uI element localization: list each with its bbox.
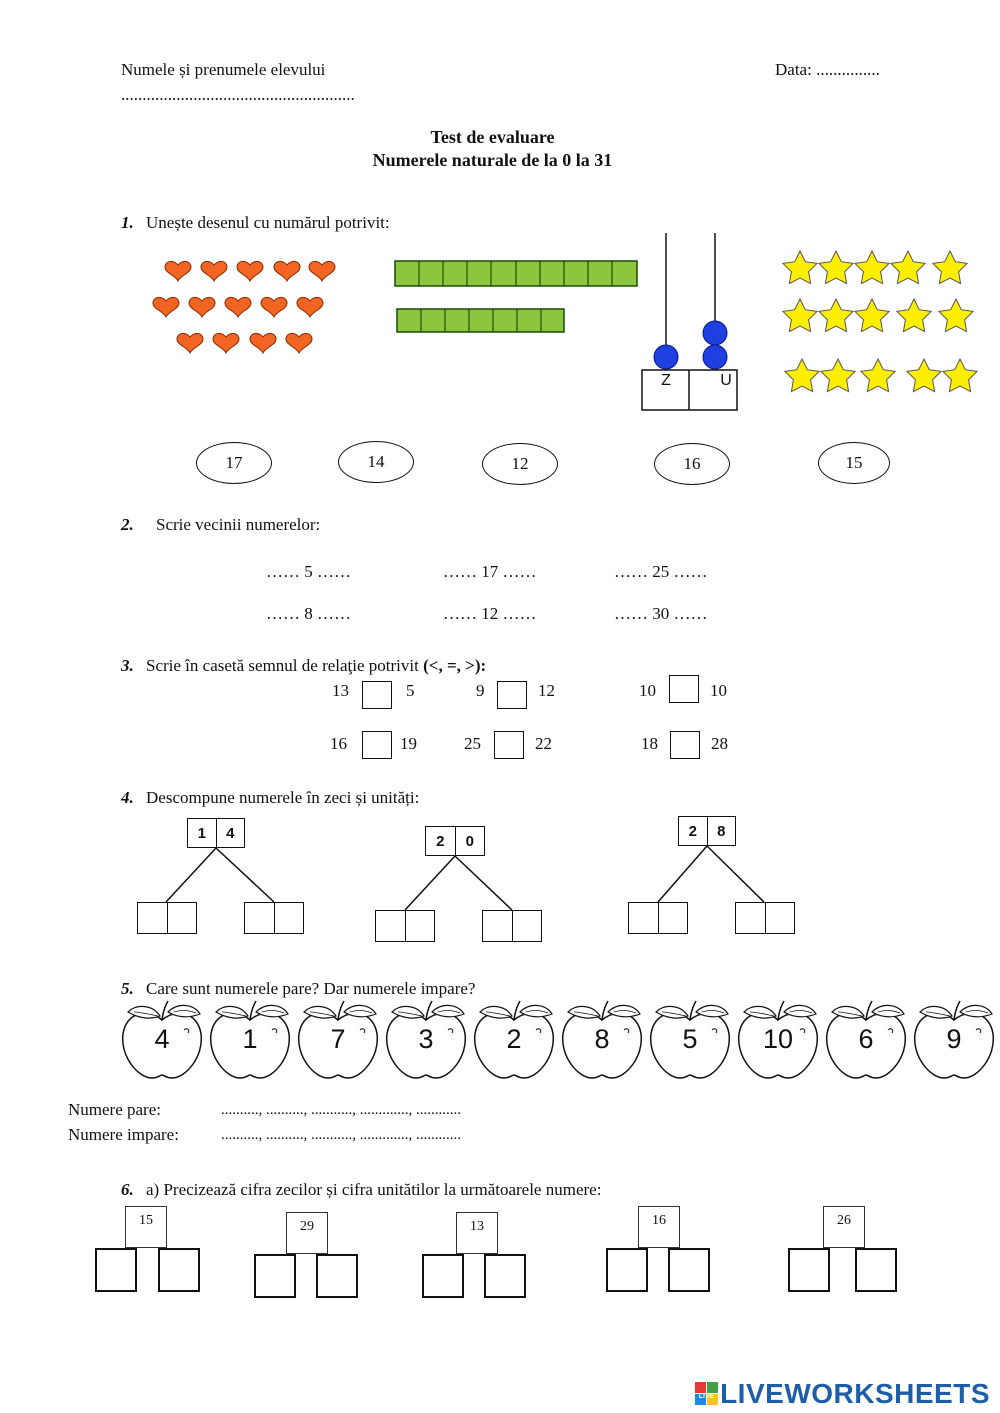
units-digit: 4	[216, 819, 245, 847]
apple-number: 6	[858, 1024, 874, 1054]
units-digit: 0	[455, 827, 485, 855]
compare-right: 12	[538, 681, 555, 700]
q2-number: 2.	[121, 515, 134, 534]
q5-instruction: Care sunt numerele pare? Dar numerele impare?	[146, 979, 476, 998]
units-answer-box[interactable]	[244, 902, 304, 934]
sign-box[interactable]	[362, 731, 392, 759]
q2-instruction: Scrie vecinii numerelor:	[156, 515, 321, 534]
compare-left: 10	[639, 681, 656, 700]
student-name-dots: .......................................................	[121, 85, 355, 104]
student-name-label: Numele și prenumele elevului	[121, 60, 326, 79]
units-digit: 8	[707, 817, 736, 845]
tens-digit-box[interactable]	[606, 1248, 648, 1292]
apple-number: 1	[242, 1024, 258, 1054]
q1-drawings	[0, 225, 1000, 425]
apple-number: 8	[594, 1024, 610, 1054]
number-box: 29	[286, 1212, 328, 1254]
tens-digit-box[interactable]	[788, 1248, 830, 1292]
neighbor-item[interactable]: …… 8 ……	[266, 604, 351, 623]
compare-right: 28	[711, 734, 728, 753]
sign-box[interactable]	[497, 681, 527, 709]
q6-instruction: a) Precizează cifra zecilor și cifra unitătilor la următoarele numere:	[146, 1180, 602, 1199]
number-box: 13	[456, 1212, 498, 1254]
stars-group	[783, 251, 977, 392]
test-subtitle: Numerele naturale de la 0 la 31	[372, 150, 613, 170]
logo-badge-text: LIVE	[698, 1393, 715, 1400]
abacus-units-label: U	[720, 372, 732, 389]
decompose-number	[425, 826, 485, 856]
units-answer-box[interactable]	[482, 910, 542, 942]
compare-left: 13	[332, 681, 349, 700]
apple-number: 7	[330, 1024, 346, 1054]
apple-number: 3	[418, 1024, 434, 1054]
units-digit-box[interactable]	[316, 1254, 358, 1298]
compare-left: 9	[476, 681, 485, 700]
apple[interactable]	[382, 998, 470, 1080]
q3-signs: (<, =, >):	[423, 656, 487, 675]
tens-digit-box[interactable]	[422, 1254, 464, 1298]
q4-branch-lines	[0, 840, 1000, 910]
tens-answer-box[interactable]	[375, 910, 435, 942]
apple[interactable]	[470, 998, 558, 1080]
tens-answer-box[interactable]	[628, 902, 688, 934]
even-numbers-label: Numere pare:	[68, 1100, 161, 1119]
odd-numbers-answer[interactable]: .........., .........., ..........., ............., ............	[221, 1127, 461, 1143]
tens-digit: 2	[436, 832, 445, 850]
q1-oval[interactable]: 14	[338, 441, 414, 483]
apple[interactable]	[822, 998, 910, 1080]
neighbor-item[interactable]: …… 5 ……	[266, 562, 351, 581]
neighbor-item[interactable]: …… 30 ……	[614, 604, 708, 623]
q4-instruction: Descompune numerele în zeci și unități:	[146, 788, 420, 807]
q1-number: 1.	[121, 213, 134, 232]
units-digit-box[interactable]	[668, 1248, 710, 1292]
apple-number: 2	[506, 1024, 522, 1054]
liveworksheets-badge-icon	[694, 1381, 720, 1407]
tens-digit-box[interactable]	[95, 1248, 137, 1292]
units-digit-box[interactable]	[855, 1248, 897, 1292]
sign-box[interactable]	[362, 681, 392, 709]
compare-right: 19	[400, 734, 417, 753]
apple[interactable]	[118, 998, 206, 1080]
sign-box[interactable]	[669, 675, 699, 703]
tens-digit-box[interactable]	[254, 1254, 296, 1298]
tens-digit: 2	[688, 822, 697, 840]
sign-box[interactable]	[670, 731, 700, 759]
compare-left: 18	[641, 734, 658, 753]
units-answer-box[interactable]	[735, 902, 795, 934]
apple[interactable]	[558, 998, 646, 1080]
number-box: 26	[823, 1206, 865, 1248]
tens-answer-box[interactable]	[137, 902, 197, 934]
q1-oval[interactable]: 12	[482, 443, 558, 485]
tens-digit: 1	[197, 824, 206, 842]
q5-number: 5.	[121, 979, 134, 998]
apple[interactable]	[646, 998, 734, 1080]
abacus-tens-label: Z	[661, 372, 671, 389]
apple-number: 9	[946, 1024, 962, 1054]
compare-right: 10	[710, 681, 727, 700]
compare-left: 16	[330, 734, 347, 753]
q1-oval[interactable]: 16	[654, 443, 730, 485]
even-numbers-answer[interactable]: .........., .........., ..........., ............., ............	[221, 1102, 461, 1118]
units-digit-box[interactable]	[484, 1254, 526, 1298]
apple-number: 10	[762, 1024, 794, 1054]
q3-number: 3.	[121, 656, 134, 675]
decompose-number	[187, 818, 245, 848]
apple[interactable]	[734, 998, 822, 1080]
q3-instruction: Scrie în casetă semnul de relaţie potrivit	[146, 656, 424, 675]
apple-number: 4	[154, 1024, 170, 1054]
number-box: 16	[638, 1206, 680, 1248]
test-title: Test de evaluare	[430, 127, 555, 147]
odd-numbers-label: Numere impare:	[68, 1125, 179, 1144]
compare-right: 5	[406, 681, 415, 700]
q6-number: 6.	[121, 1180, 134, 1199]
q1-oval[interactable]: 17	[196, 442, 272, 484]
neighbor-item[interactable]: …… 17 ……	[443, 562, 537, 581]
date-label: Data: ...............	[775, 60, 880, 79]
q4-number: 4.	[121, 788, 134, 807]
apple[interactable]	[294, 998, 382, 1080]
units-digit-box[interactable]	[158, 1248, 200, 1292]
apple-number: 5	[682, 1024, 698, 1054]
number-box: 15	[125, 1206, 167, 1248]
compare-left: 25	[464, 734, 481, 753]
neighbor-item[interactable]: …… 25 ……	[614, 562, 708, 581]
sign-box[interactable]	[494, 731, 524, 759]
compare-right: 22	[535, 734, 552, 753]
apple[interactable]	[206, 998, 294, 1080]
neighbor-item[interactable]: …… 12 ……	[443, 604, 537, 623]
q1-instruction: Unește desenul cu numărul potrivit:	[146, 213, 390, 232]
logo-text: LIVEWORKSHEETS	[720, 1378, 990, 1409]
q1-oval[interactable]: 15	[818, 442, 890, 484]
decompose-number	[678, 816, 736, 846]
apple[interactable]	[910, 998, 998, 1080]
liveworksheets-logo[interactable]	[694, 1378, 990, 1410]
hearts-group	[153, 261, 335, 353]
